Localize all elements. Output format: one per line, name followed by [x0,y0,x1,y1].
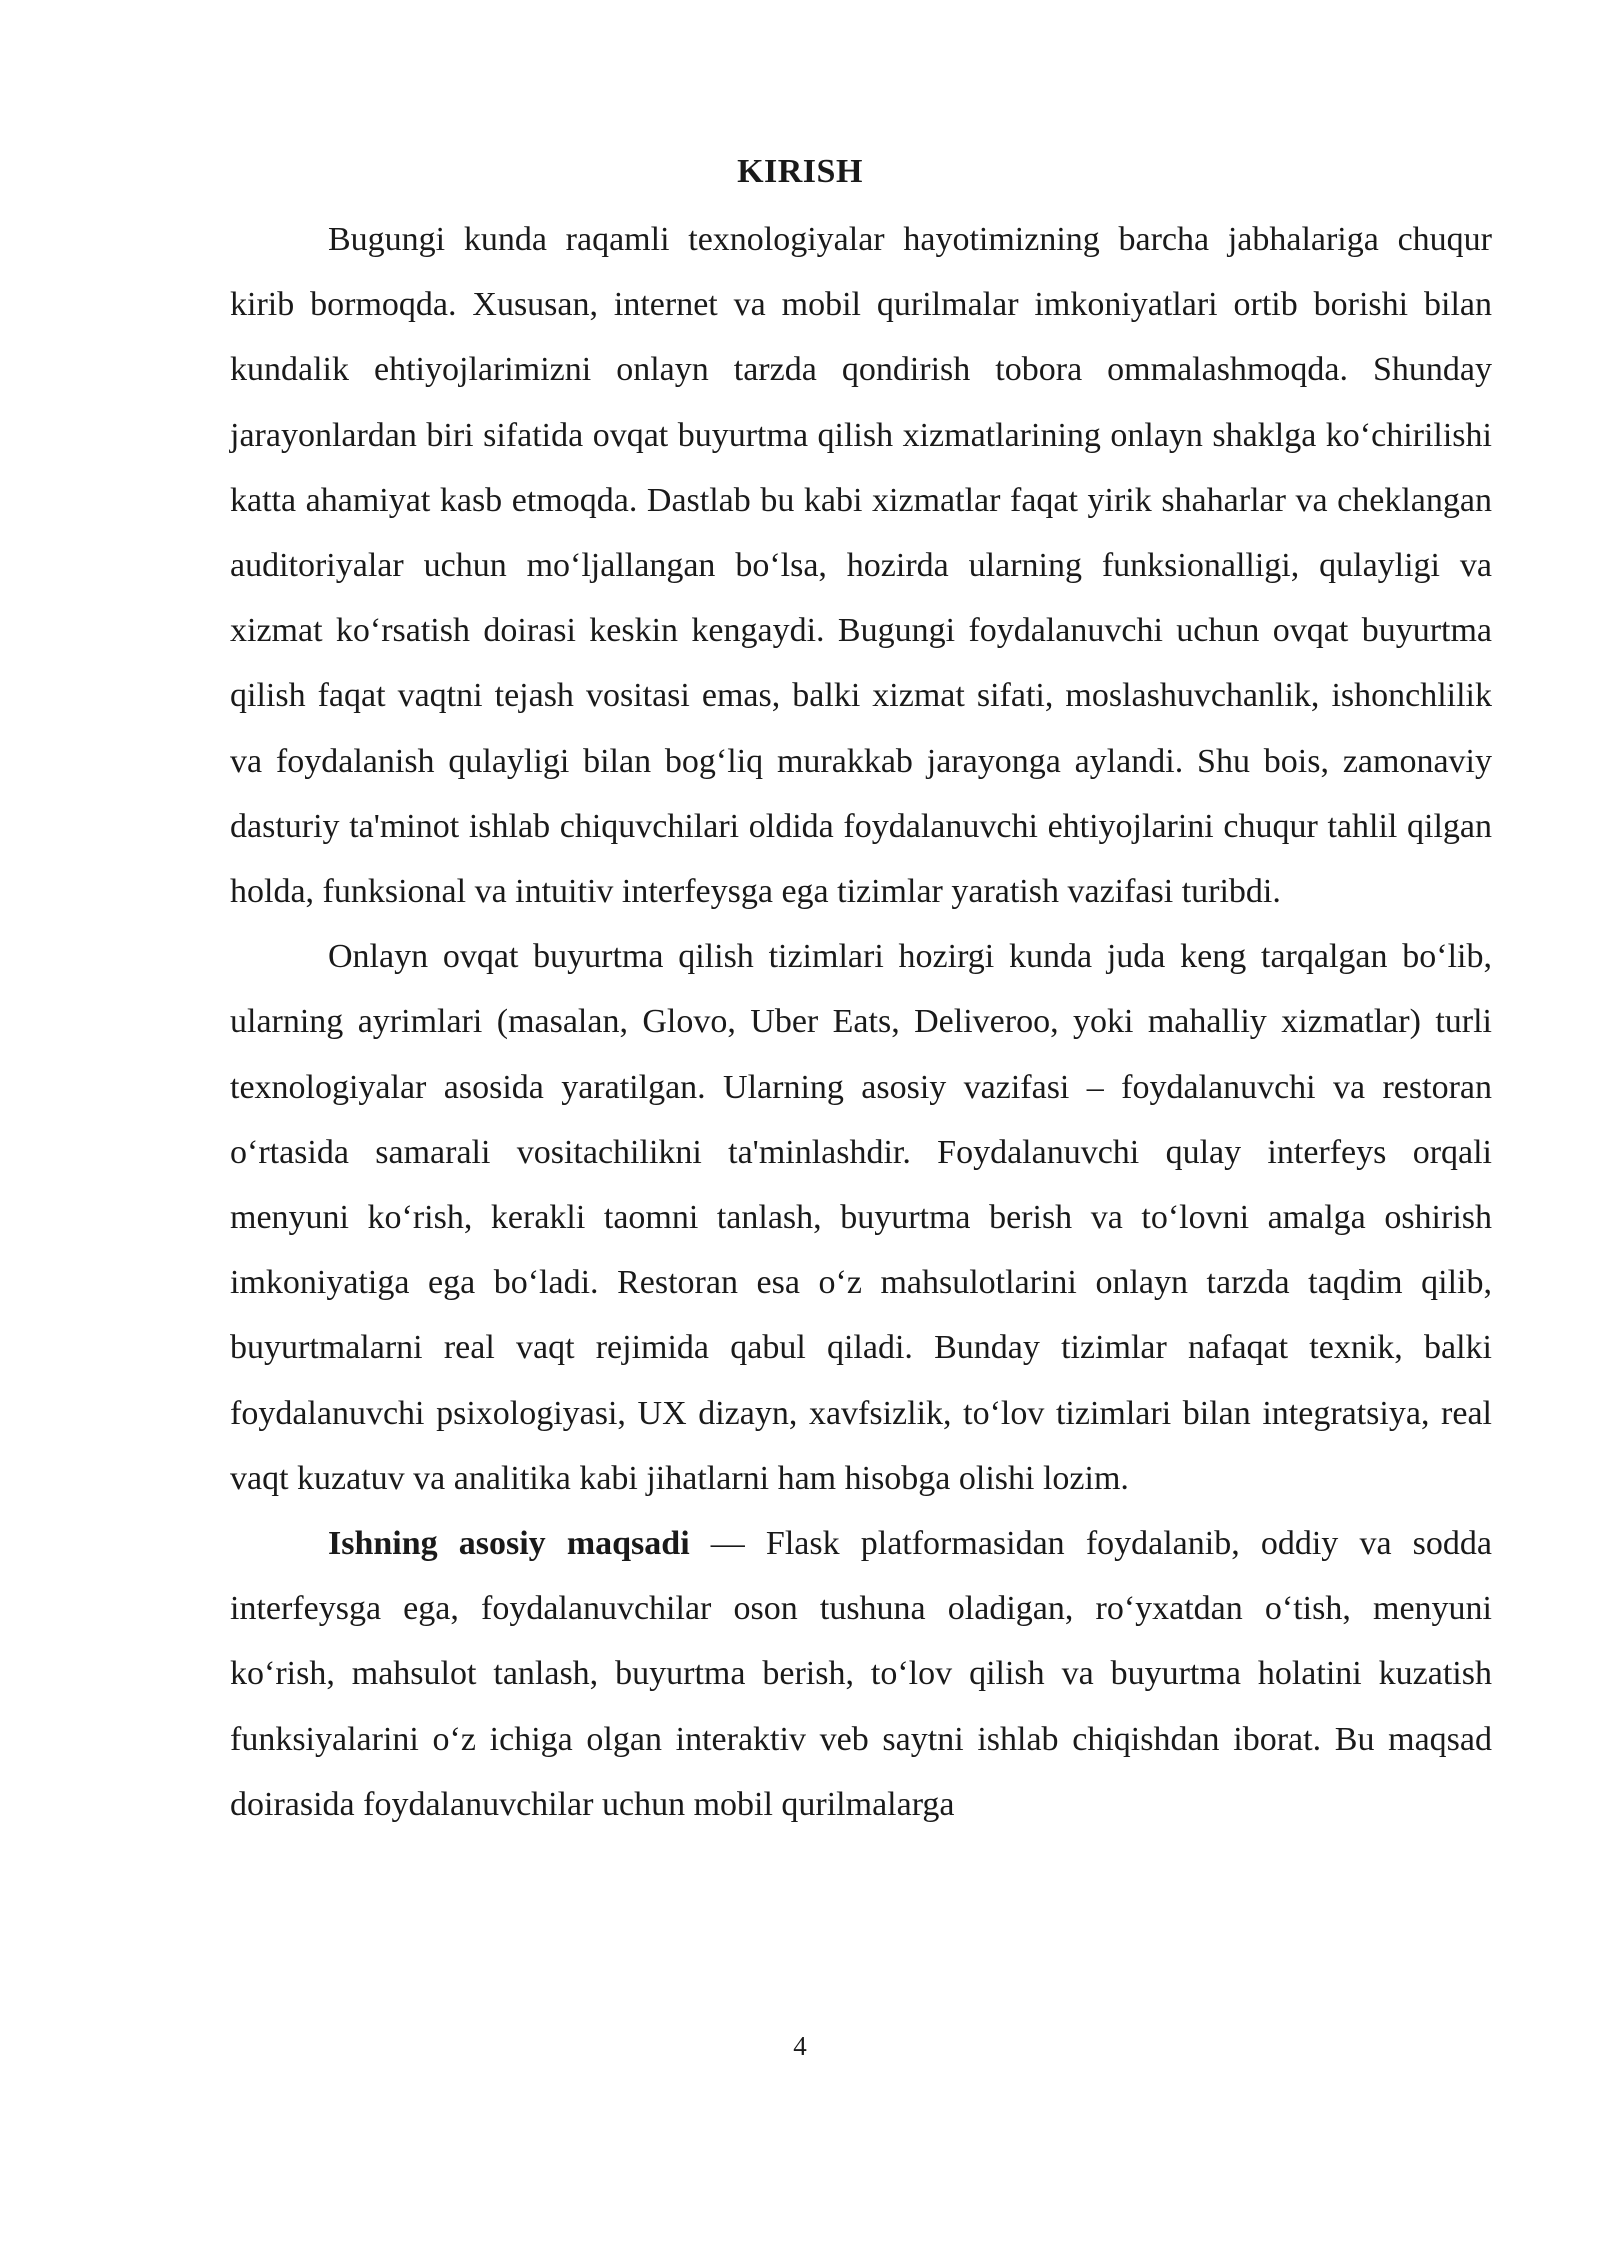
paragraph-introduction: Bugungi kunda raqamli texnologiyalar hayotimizning barcha jabhalariga chuqur kirib bormoqda. Xususan, internet va mobil qurilmalar imkoniyatlari ortib borishi bilan kundalik ehtiyojlarimizni onlayn tarzda qondirish tobora ommalashmoqda. Shunday jarayonlardan biri sifatida ovqat buyurtma qilish xizmatlarining onlayn shaklga koʻchirilishi katta ahamiyat kasb etmoqda. Dastlab bu kabi xizmatlar faqat yirik shaharlar va cheklangan auditoriyalar uchun moʻljallangan boʻlsa, hozirda ularning funksionalligi, qulayligi va xizmat koʻrsatish doirasi keskin kengaydi. Bugungi foydalanuvchi uchun ovqat buyurtma qilish faqat vaqtni tejash vositasi emas, balki xizmat sifati, moslashuvchanlik, ishonchlilik va foydalanish qulayligi bilan bogʻliq murakkab jarayonga aylandi. Shu bois, zamonaviy dasturiy ta'minot ishlab chiquvchilari oldida foydalanuvchi ehtiyojlarini chuqur tahlil qilgan holda, funksional va intuitiv interfeysga ega tizimlar yaratish vazifasi turibdi. [230,221,1492,911]
main-goal-text: — Flask platformasidan foydalanib, oddiy va sodda interfeysga ega, foydalanuvchilar oson tushuna oladigan, roʻyxatdan oʻtish, menyuni koʻrish, mahsulot tanlash, buyurtma berish, toʻlov qilish va buyurtma holatini kuzatish funksiyalarini oʻz ichiga olgan interaktiv veb saytni ishlab chiqishdan iborat. Bu maqsad doirasida foydalanuvchilar uchun mobil qurilmalarga [230,1525,1492,1823]
main-goal-label: Ishning asosiy maqsadi [328,1525,690,1563]
section-heading: KIRISH [737,153,863,190]
body-text [230,207,1492,1837]
page-number: 4 [793,2031,807,2061]
paragraph-online-ordering-systems: Onlayn ovqat buyurtma qilish tizimlari hozirgi kunda juda keng tarqalgan boʻlib, ularning ayrimlari (masalan, Glovo, Uber Eats, Deliveroo, yoki mahalliy xizmatlar) turli texnologiyalar asosida yaratilgan. Ularning asosiy vazifasi – foydalanuvchi va restoran oʻrtasida samarali vositachilikni ta'minlashdir. Foydalanuvchi qulay interfeys orqali menyuni koʻrish, kerakli taomni tanlash, buyurtma berish va toʻlovni amalga oshirish imkoniyatiga ega boʻladi. Restoran esa oʻz mahsulotlarini onlayn tarzda taqdim qilib, buyurtmalarni real vaqt rejimida qabul qiladi. Bunday tizimlar nafaqat texnik, balki foydalanuvchi psixologiyasi, UX dizayn, xavfsizlik, toʻlov tizimlari bilan integratsiya, real vaqt kuzatuv va analitika kabi jihatlarni ham hisobga olishi lozim. [230,938,1492,1497]
paragraph-main-goal [230,1511,1492,1837]
